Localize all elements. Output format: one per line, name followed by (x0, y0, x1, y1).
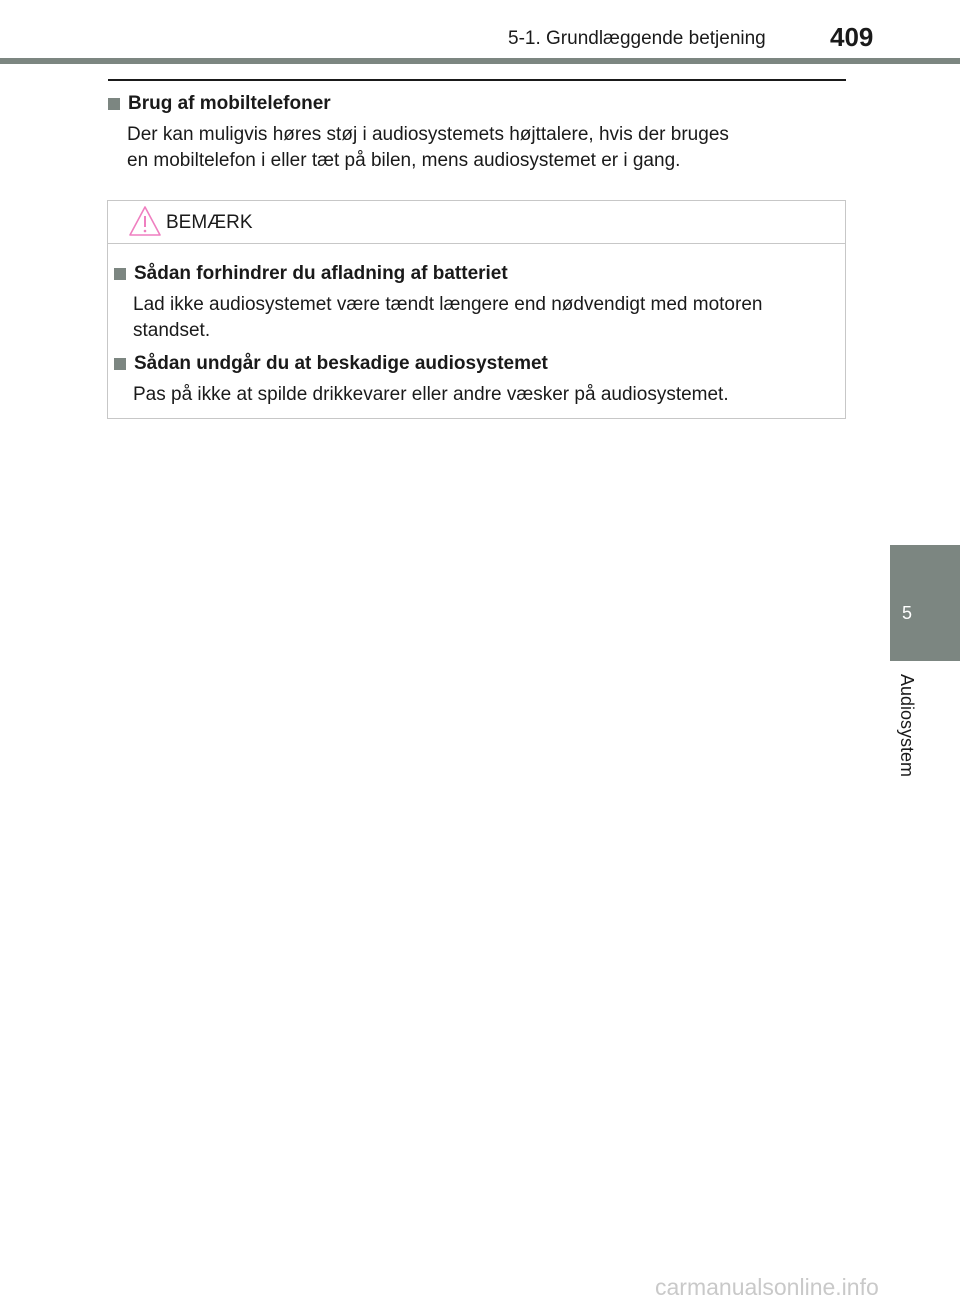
notice-item-body-line: Pas på ikke at spilde drikkevarer eller andre væsker på audiosystemet. (133, 384, 729, 405)
square-bullet-icon (114, 268, 126, 280)
mobile-phone-section (108, 92, 846, 174)
notice-item-heading (114, 262, 845, 286)
notice-item (114, 352, 845, 408)
section-heading (108, 92, 846, 116)
chapter-tab-number: 5 (901, 603, 912, 623)
notice-item-body-line: standset. (133, 320, 211, 341)
section-title: 5-1. Grundlæggende betjening (508, 28, 766, 49)
header-rule (0, 58, 960, 64)
notice-item-body (133, 292, 833, 344)
square-bullet-icon (114, 358, 126, 370)
notice-item-body (133, 382, 833, 408)
page-number: 409 (830, 22, 874, 52)
notice-body (108, 244, 845, 408)
section-body (127, 122, 807, 174)
notice-header (108, 201, 845, 244)
square-bullet-icon (108, 98, 120, 110)
section-divider (108, 79, 846, 81)
notice-item-heading (114, 352, 845, 376)
notice-item-heading-text: Sådan undgår du at beskadige audiosystemet (134, 353, 548, 374)
chapter-tab-label: Audiosystem (897, 674, 917, 778)
watermark: carmanualsonline.info (655, 1274, 879, 1300)
notice-item-heading-text: Sådan forhindrer du afladning af batteriet (134, 263, 508, 284)
section-heading-text: Brug af mobiltelefoner (128, 93, 331, 114)
notice-item-body-line: Lad ikke audiosystemet være tændt længere end nødvendigt med motoren (133, 294, 763, 315)
warning-triangle-icon (128, 205, 162, 237)
notice-title: BEMÆRK (166, 212, 253, 233)
notice-item (114, 262, 845, 344)
section-body-line: en mobiltelefon i eller tæt på bilen, mens audiosystemet er i gang. (127, 150, 681, 171)
notice-box (107, 200, 846, 419)
section-body-line: Der kan muligvis høres støj i audiosystemets højttalere, hvis der bruges (127, 124, 729, 145)
